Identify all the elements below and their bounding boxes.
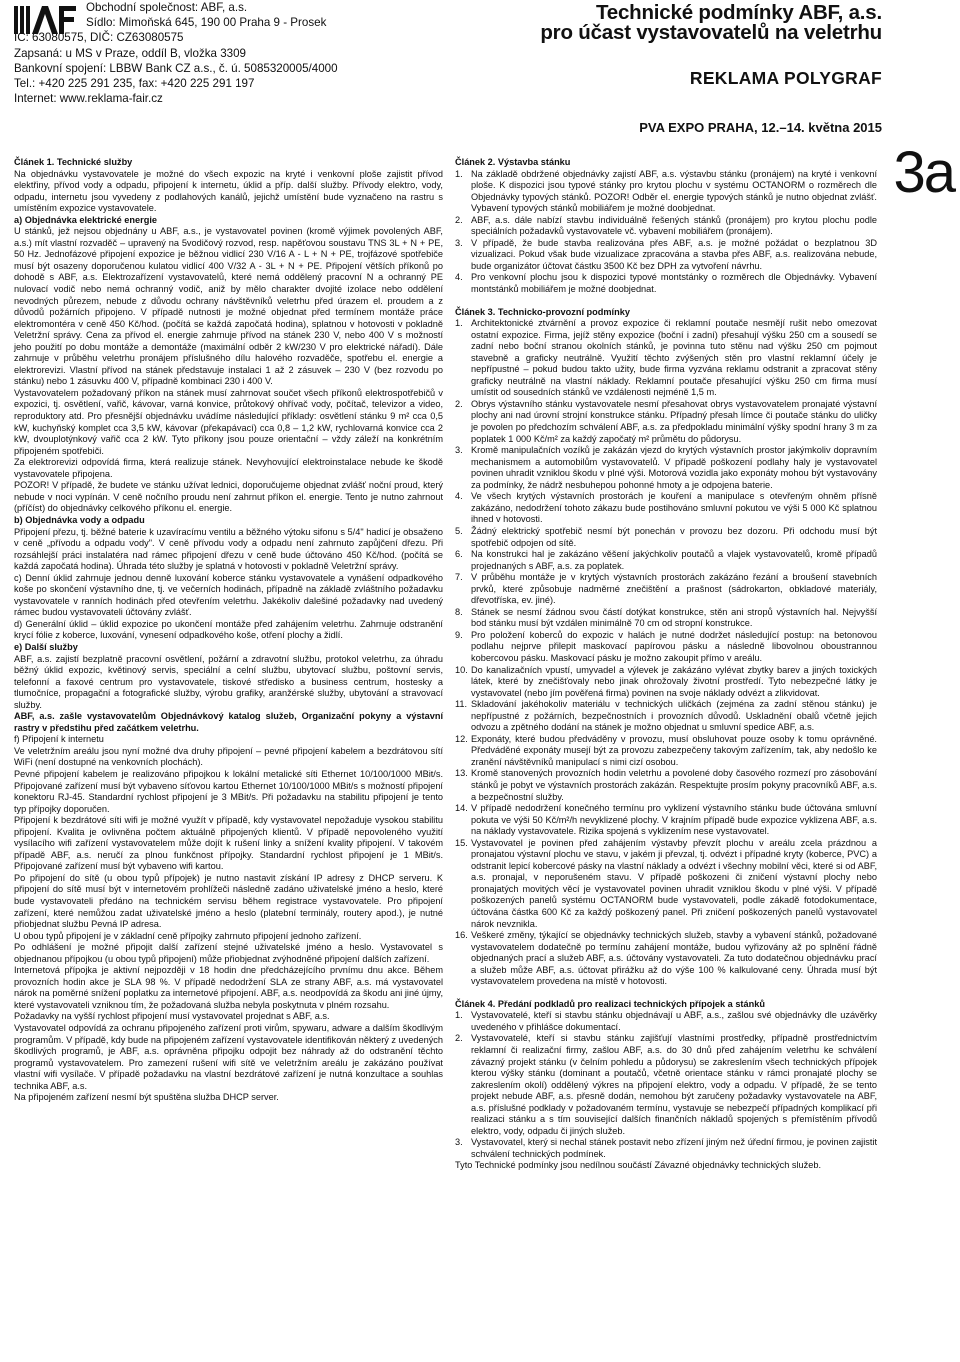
list-number: 2. — [455, 214, 463, 225]
paragraph: Vystavovatelem požadovaný příkon na stánek musí zahrnovat součet všech příkonů elektrospotřebičů v expozici, tj. osvětlení, vařič, kávovar, varná konvice, průtokový ohřívač vody, počítač, televizor a video, reproduktory atd. Pro přesnější objednávku uvádíme následující příklady: osvětlení stánku 9 m² cca 0,5 kW, kuchyňský komplet cca 3,5 kW, kávovar (překapávací) cca 0,8 – 1,2 kW, rychlovarná konvice cca 2 kW, dvouplotýnkový vařič cca 2 kW. Tyto příkony jsou pouze orientační – vždy záleží na konkrétním připojeném spotřebiči. — [14, 387, 443, 456]
company-line: Internet: www.reklama-fair.cz — [14, 92, 163, 106]
list-item — [455, 803, 877, 838]
list-item — [455, 607, 877, 630]
paragraph: Internetová přípojka je aktivní nejpozději v 18 hodin dne předcházejícího prvnímu dnu akce. Během provozních hodin akce je SLA 98 %. V případě nedodržení SLA ze strany ABF, a.s. má vystavovatel nárok na poměrné snížení poplatku za internetové připojení. ABF, a.s. neodpovídá za škodu ani jiné újmy, které vystavovateli vzniknou tím, že požadovaná služba nebyla poskytnuta v plném rozsahu. — [14, 965, 443, 1010]
company-line: Bankovní spojení: LBBW Bank CZ a.s., č. ú. 5085320005/4000 — [14, 61, 338, 75]
paragraph: Vystavovatel odpovídá za ochranu připojeného zařízení proti virům, spywaru, adware a dalším škodlivým programům. V případě, kdy bude na připojeném zařízení vystavovatele identifikován některý z uvedených škodlivých programů, je ABF, a.s. oprávněna připojku odpojit bez náhrady až do odstranění těchto programů vystavovatelem. Pro zamezení rušení wifi sítě ve veletržním areálu je zakázáno používat vlastní wifi vysílače. V případě požadavku na vlastní bezdrátové zařízení je nutná konzultace a souhlas technika ABF, a.s. — [14, 1023, 443, 1091]
list-item — [455, 318, 877, 399]
list-item — [455, 699, 877, 734]
section-heading: a) Objednávka elektrické energie — [14, 214, 157, 225]
list-text: V případě nedodržení konečného termínu pro vyklizení výstavního stánku bude účtována smluvní pokuta ve výši 50 Kč/m²/h nevyklizené plochy. V krajním případě bude expozice vyklizena ABF, a.s. na náklady vystavovatele. Rizika spojená s vyklizením nese vystavovatel. — [471, 803, 877, 837]
list-number: 5. — [455, 525, 463, 536]
list-item — [455, 1010, 877, 1033]
list-number: 1. — [455, 318, 463, 329]
paragraph: d) Generální úklid – úklid expozice po ukončení montáže před zahájením veletrhu. Zahrnuje odstranění krycí fólie z koberce, luxování, vynesení odpadkového koše, otření plochy a židlí. — [14, 618, 443, 641]
section-heading: b) Objednávka vody a odpadu — [14, 514, 145, 525]
list-text: Architektonické ztvárnění a provoz expozice či reklamní poutače nesmějí rušit nebo omezovat ostatní expozice. Firma, jejíž stěny expozice (boční i zadní) přesahují výšku 250 cm a sousedí se zadní nebo boční stranou okolních stánků, je povinna tuto stěnu nad výšku 250 cm pojmout stavebně a graficky neutrálně. Využití těchto zvýšených stěn pro vlastní reklamní účely je nepřípustné – pokud budou takto užity, bude firma vyzvána reklamu odstranit a zpracovat stěny graficky neutrálně na vlastní náklady. Reklamní poutače přesahující výšku 250 cm firma musí umístit od sousedních stánků ve vzdálenosti nejméně 1,5 m. — [471, 318, 877, 398]
list-text: Do kanalizačních vpustí, umyvadel a výlevek je zakázáno vylévat zbytky barev a jiných toxických látek, které by znečišťovaly nebo jinak ohrožovaly životní prostředí. Tyto nebezpečné látky je vystavovatel (nebo jím pověřená firma) povinen na svoje náklady odvézt a zlikvidovat. — [471, 664, 877, 698]
list-item — [455, 630, 877, 665]
list-number: 3. — [455, 237, 463, 248]
list-text: Obrys výstavního stánku vystavovatele nesmí přesahovat obrys vystavovatelem pronajaté výstavní plochy ani nad úrovní strojní konstrukce stánku. Případný přesah límce či poutače stánku do uličky je povolen po předchozím schválení ABF, a.s. za předpokladu minimální výšky spodní hrany 3 m za poplatek 1 000 Kč/m² za každý započatý m² průmětu do půdorysu. — [471, 398, 877, 444]
list-text: Vystavovatelé, kteří si stavbu stánku zajišťují vlastními prostředky, případně prostřednictvím reklamní či realizační firmy, zašlou ABF, a.s. do 30 dnů před zahájením veletrhu ke schválení závazný projekt stánku (v čelním pohledu a půdorysu) se zakreslením všech technických přípojek kterou výšky stánku (dominant a poutačů, včetně orientace stánku v rámci pronajaté plochy se zakreslením okolí) oddělený výkres na připojení elektro, vody a odpadu. V případě, že se tento projekt nebude ABF, a.s. přesně dodán, nemohou být zaručeny požadavky vystavovatele na ABF, a.s. příslušné podklady v požadovaném termínu, vystavuje se nebezpečí případných komplikací při realizaci stánku a s tím související dalších finančních nákladů spojených s přemístěním přívodů elektro, vody, odpadu či jiných služeb. — [471, 1033, 877, 1136]
company-line: Obchodní společnost: ABF, a.s. — [86, 1, 248, 14]
company-line: Zapsaná: u MS v Praze, oddíl B, vložka 3309 — [14, 46, 246, 60]
title-line-2: pro účast vystavovatelů na veletrhu — [540, 21, 882, 44]
list-item — [455, 399, 877, 445]
list-item — [455, 734, 877, 769]
list-item — [455, 169, 877, 215]
title-line-1: Technické podmínky ABF, a.s. — [595, 1, 882, 24]
list-item — [455, 768, 877, 803]
list-number: 15. — [455, 837, 468, 848]
paragraph: Za elektrorevizi odpovídá firma, která realizuje stánek. Nevyhovující elektroinstalace nebude ke škodě vystavovatele připojena. — [14, 457, 443, 479]
list-item — [455, 1033, 877, 1137]
company-line: IČ: 63080575, DIČ: CZ63080575 — [14, 31, 184, 45]
list-text: Pro položení koberců do expozic v halách je nutné dodržet následující postup: na betonovou podlahu nejprve přilepit maskovací papírovou pásku a následně libovolnou oboustrannou kobercovou pásku. Maskovací pásku je možno zakoupit přímo v areálu. — [471, 629, 877, 663]
list-number: 7. — [455, 572, 463, 583]
list-item — [455, 665, 877, 700]
list-item — [455, 572, 877, 607]
event-name: REKLAMA POLYGRAF — [689, 68, 882, 88]
list-text: Skladování jakéhokoliv materiálu v technických uličkách (zejména za zadní stěnou stánku) je nepřípustné z požárních, bezpečnostních i provozních důvodů. Uskladnění obalů včetně jejich odvozu a zpětného dodání na stánek je možno objednat u smluvní spedice ABF, a.s. — [471, 699, 877, 733]
section-heading: e) Další služby — [14, 641, 78, 652]
list-text: Stánek se nesmí žádnou svou částí dotýkat konstrukce, stěn ani stropů výstavních hal. Nejvyšší bod stánku musí být vzdálen minimálně 70 cm od stropní konstrukce. — [471, 606, 877, 629]
section-heading: Článek 1. Technické služby — [14, 157, 133, 167]
list-item — [455, 445, 877, 491]
list-number: 12. — [455, 733, 468, 744]
list-number: 10. — [455, 664, 468, 675]
list-text: Na základě obdržené objednávky zajistí ABF, a.s. výstavbu stánku (pronájem) na kryté i venkovní ploše. K dispozici jsou typové stánky pro krytou plochu v systému OCTANORM o rozměrech dle Objednávky typových stánků. POZOR! Odběr el. energie typových stánků je nutno objednat zvlášť. Vybavení typových stánků mobiliářem je možné doobjednat. — [471, 168, 877, 214]
list-text: Žádný elektrický spotřebič nesmí být ponechán v provozu bez dozoru. Při odchodu musí být spotřebič odpojen od sítě. — [471, 525, 877, 548]
document-title — [462, 3, 882, 43]
list-number: 1. — [455, 168, 463, 179]
list-number: 14. — [455, 803, 468, 814]
paragraph: Po odhlášení je možné připojit další zařízení stejné uživatelské jméno a heslo. Vystavovatel s objednanou přípojkou (u obou typů připojení) může přiobjednat zvýhodněné připojení dalších zařízení. — [14, 942, 443, 964]
list-text: Veškeré změny, týkající se objednávky technických služeb, stavby a vybavení stánků, požadované vystavovatelem dodatečně po termínu zahájení montáže, budou vyřizovány až po splnění řádně objednaných prací a služeb ABF, a.s. účtovány vystavovateli. Za tuto dodatečnou objednávku prací a služeb může ABF, a.s. účtovat přirážku až do výše 100 % kalkulované ceny. Úhrada musí být vystavovatelem provedena na místě v hotovosti. — [471, 930, 877, 987]
paragraph: f) Připojení k internetu — [14, 734, 104, 745]
left-column — [14, 157, 443, 1104]
list-number: 2. — [455, 398, 463, 409]
list-item — [455, 930, 877, 988]
closing-note: Tyto Technické podmínky jsou nedílnou součástí Závazné objednávky technických služeb. — [455, 1160, 822, 1171]
paragraph: U stánků, jež nejsou objednány u ABF, a.s., je vystavovatel povinen (kromě výjimek povolených ABF, a.s.) mít vlastní rozvaděč – upravený na 5vodičový rozvod, resp. napěťovou soustavu TNS 3L + N + PE, 50 Hz. Jednofázové připojení expozice je běžnou vidlicí 230 V/16 A - L + N + PE, trojfázové spotřebiče musí být osazeny doporučenou kulatou vidlicí 400 V/32 A - 3L + N + PE. Připojení větších příkonů po dohodě s ABF, a.s. Elektrozařízení vystavovatelů, které nemá oddělený pracovní N a ochranný PE nulovací vodič nebo nemá ochranný vodič, aniž by mělo charakter dvojité izolace nebo oddělení nevodných půrezem, nebude z důvodu ochrany návštěvníků veletrhu před úrazem el. proudem a z důvodů požárních připojeno. V případě nutnosti je možné objednat před termínem montáže práce elektromontéra v ceně 450 Kč/hod. (počítá se každá započatá hodina), splatnou v hotovosti v pokladně Veletržní správy. Cena za přívod el. energie zahrnuje přívod na stánek 230 V, nebo 400 V s možností jeho použití po dobu montáže a demontáže (maximální odběr 2 kW/230 V pro elektrické nářadí). Dále zahrnuje v průběhu veletrhu pronájem příslušného dílu halového rozvaděče, spotřebu el. energie a elektrorevizi. Vlastní přívod na stánek představuje instalaci 1 až 2 zásuvek – 230 V (bez rozvodu po stánku) nebo 1 zásuvku 400 V, případně kombinaci 230 i 400 V. — [14, 226, 443, 387]
company-info — [14, 0, 414, 106]
list-item — [455, 1137, 877, 1160]
list-item — [455, 491, 877, 526]
list-number: 4. — [455, 491, 463, 502]
paragraph: U obou typů připojení je v základní ceně přípojky zahrnuto připojení jednoho zařízení. — [14, 930, 362, 941]
paragraph: Na objednávku vystavovatele je možné do všech expozic na kryté i venkovní ploše zajistit přívod elektřiny, přívod vody a odpadu, připojení k internetu, úklid a příp. další služby. Přívody elektro, vody, odpadu, internetu jsou vyvedeny z podlahových kanálů, jejichž umístění bude vyznačeno na rastru s umístěním expozice vystavovatele. — [14, 168, 443, 214]
list-item — [455, 215, 877, 238]
article-heading: Článek 3. Technicko-provozní podmínky — [455, 306, 630, 317]
paragraph: Požadavky na vyšší rychlost připojení musí vystavovatel projednat s ABF, a.s. — [14, 1011, 330, 1022]
company-line: Sídlo: Mimoňská 645, 190 00 Praha 9 - Prosek — [86, 16, 327, 30]
article-heading: Článek 4. Předání podkladů pro realizaci technických přípojek a stánků — [455, 998, 765, 1009]
page-badge: 3a — [893, 140, 954, 205]
event-dates: PVA EXPO PRAHA, 12.–14. května 2015 — [639, 120, 882, 135]
list-text: Ve všech krytých výstavních prostorách je kouření a manipulace s otevřeným ohněm přísně zakázáno, nedodržení tohoto zákazu bude postihováno smluvní pokutou ve výši 5 000 Kč splatnou ihned v hotovosti. — [471, 491, 877, 525]
list-number: 3. — [455, 445, 463, 456]
list-number: 9. — [455, 629, 463, 640]
article-heading: Článek 2. Výstavba stánku — [455, 157, 571, 167]
list-text: Kromě stanovených provozních hodin veletrhu a povolené doby časového rozmezí pro zásobování stánků je pobyt ve výstavních prostorách zakázán. Respektujte prosím pokyny pracovníků ABF, a.s. a bezpečnostní služby. — [471, 768, 877, 802]
list-number: 2. — [455, 1033, 463, 1044]
list-number: 6. — [455, 549, 463, 560]
list-text: V průběhu montáže je v krytých výstavních prostorách zakázáno řezání a broušení stavebních prvků, které způsobuje nadměrné znečištění a prašnost (sádrokarton, obkladové materiály, dřevotříska, ev. jiné). — [471, 572, 877, 606]
paragraph: Na připojeném zařízení nesmí být spuštěna služba DHCP server. — [14, 1092, 279, 1103]
right-column — [455, 157, 877, 1172]
list-text: V případě, že bude stavba realizována přes ABF, a.s. je možné požádat o bezplatnou 3D vizualizaci. Pokud však bude vizualizace zpracována a stavba přes ABF, a.s. realizována nebude, bude organizátor účtovat částku 3500 Kč bez DPH za vytvoření návrhu. — [471, 237, 877, 271]
paragraph: c) Denní úklid zahrnuje jednou denně luxování koberce stánku vystavovatele a vynášení odpadkového koše po skončení výstavního dne, tj. ve večerních hodinách, případně na základě zvláštního požadavku vystavovatele v ranních hodinách před otevřením veletrhu. Jakékoliv dalešiné požadavky nad uvedený rámec budou vystavovateli účtovány zvlášť. — [14, 572, 443, 618]
list-text: Kromě manipulačních vozíků je zakázán vjezd do krytých výstavních prostor jakýmkoliv dopravním mechanismem a automobilům vystavovatelů. V případě poškození podlahy haly je vystavovatel povinen uhradit vzniklou škodu v plné výši. Motorová vozidla jako exponáty mohou být vystavovány za podmínky, že nádrž nesbuhepou pohonné hmoty a je odpojena baterie. — [471, 445, 877, 490]
list-text: Pro venkovní plochu jsou k dispozici typové montstánky o rozměrech dle Objednávky. Vybavení montstánků mobiliářem je možné doobjednat. — [471, 272, 877, 295]
list-number: 11. — [455, 699, 468, 710]
list-number: 3. — [455, 1137, 463, 1148]
paragraph: Připojení k bezdrátové síti wifi je možné využít v případě, kdy vystavovatel nepožaduje vysokou stabilitu připojení. Kvalita je ovlivněna počtem aktuálně připojených klientů. V případě nepovoleného využití vysílacího wifi zařízení vystavovatelem může dojít k rušení linky a snížení kvality připojení. V takovém případě ABF, a.s. neručí za plnou funkčnost přípojky. Standardní rychlost připojení je 1 MBit/s. Připojované zařízení musí být vybaveno wifi kartou. — [14, 815, 443, 872]
list-text: Na konstrukci hal je zakázáno věšení jakýchkoliv poutačů a vlajek vystavovatelů, kromě případů projednaných s ABF, a.s. za poplatek. — [471, 549, 877, 571]
list-text: Exponáty, které budou předváděny v provozu, musí obsluhovat pouze osoby k tomu oprávněné. Předváděné exponáty musejí být za provozu zabezpečeny takovým zařízením, tak, aby nedošlo ke zranění návštěvníků manipulací s nimi cizí osobou. — [471, 733, 877, 767]
list-item — [455, 238, 877, 273]
list-number: 13. — [455, 768, 468, 779]
list-item — [455, 526, 877, 549]
list-text: ABF, a.s. dále nabízí stavbu individuálně řešených stánků (pronájem) pro krytou plochu podle speciálních požadavků vystavovatele vč. vybavení mobiliářem (pronájem). — [471, 214, 877, 237]
list-number: 1. — [455, 1010, 463, 1021]
paragraph: Ve veletržním areálu jsou nyní možné dva druhy připojení – pevné připojení kabelem a bezdrátovou sítí WiFi (není dostupné na venkovních plochách). — [14, 745, 443, 768]
list-text: Vystavovatelé, kteří si stavbu stánku objednávají u ABF, a.s., zašlou své objednávky dle uzávěrky uvedeného v přihlášce dokumentací. — [471, 1010, 877, 1032]
list-number: 8. — [455, 606, 463, 617]
paragraph: Po připojení do sítě (u obou typů přípojek) je nutno nastavit získání IP adresy z DHCP serveru. K připojení do sítě musí být v internetovém prohlížeči následně zadáno uživatelské jméno a heslo, které bude vystavovateli předáno na technickém servisu během registrace vystavovatele. Pro připojení zařízení, které nemůžou zadat uživatelské jméno a heslo (platební terminály, routery apod.), je nutné přiobjednat službu Pevná IP adresa. — [14, 872, 443, 930]
list-item — [455, 549, 877, 572]
paragraph: POZOR! V případě, že budete ve stánku užívat lednici, doporučujeme objednat zvlášť noční proud, který nebude v noci vypínán. V ceně nočního proudu není zahrnut příkon el. energie. Tento je nutno zahrnout (příčíst) do objednávky celkového příkonu el. energie. — [14, 480, 443, 514]
list-number: 4. — [455, 272, 463, 283]
list-number: 16. — [455, 930, 468, 941]
list-item — [455, 272, 877, 295]
list-item — [455, 838, 877, 930]
section-heading: ABF, a.s. zašle vystavovatelům Objednávkový katalog služeb, Organizační pokyny a výstavní rastry v předstihu před začátkem veletrhu. — [14, 711, 443, 733]
company-line: Tel.: +420 225 291 235, fax: +420 225 291 197 — [14, 77, 255, 91]
paragraph: Připojení přezu, tj. běžné baterie k uzavíracímu ventilu a běžného výtoku sifonu s 5/4" hadicí je obsaženo v ceně „přívodu a odpadu vody". V ceně přívodu vody a odpadu není zahrnuto zapůjčení dřezu. Při rozsáhlejší práci instalatéra nad rámec připojení dřezu v ceně bude účtováno 450 Kč/hod. (počítá se každá započatá hodina). Úhrada této služby je splatná v hotovosti v pokladně Veletržní správy. — [14, 526, 443, 572]
list-text: Vystavovatel je povinen před zahájením výstavby převzít plochu v areálu zcela prázdnou a pronajatou výstavní plochu ve stavu, v jakém ji převzal, tj. odvézt i případné kryty (koberce, PVC) a odstranit lepicí kobercové pásky na vlastní náklady a odvézt i všechny mobilní věci, které si od ABF, a.s. pronajal, v neporušeném stavu. V případě poškozeni či zničení výstavní plochy nebo pronajatých movitých věcí je vystavovatel povinen uhradit vzniklou škodu v plné výši. V případě poškozených panelů systému OCTANORM bude vystavovateli, podle zákadě fotodokumentace, účtována částka 600 Kč za každý poškozený panel. Při zničení poškozených panelů vystavovatel nárok nevznikla. — [471, 837, 877, 929]
paragraph: Pevné připojení kabelem je realizováno připojkou k lokální metalické síti Ethernet 10/100/1000 MBit/s. Připojované zařízení musí být vybaveno síťovou kartou Ethernet 10/100/1000 MBit/s s možností připojení konektoru RJ-45. Standardní rychlost připojení je 3 MBit/s. Při požadavku na stabilitu připojení je tento typ přípojky doporučen. — [14, 768, 443, 814]
paragraph: ABF, a.s. zajistí bezplatně pracovní osvětlení, požární a zdravotní službu, protokol veletrhu, za úhradu běžný úklid expozic, květinový servis, speciální a celní službu, ubytovací službu, poštovní servis, telefonní a faxové centrum pro vystavovatele, tiskové středisko a business centrum, hostesky a tlumočníce, propagační a fotografické služby, výrobu grafiky, aranžérské služby, ubytování a stravovací služby. — [14, 653, 443, 710]
list-text: Vystavovatel, který si nechal stánek postavit nebo zřízení jiným než úřední firmou, je povinen zajistit schválení technických podmínek. — [471, 1137, 877, 1159]
